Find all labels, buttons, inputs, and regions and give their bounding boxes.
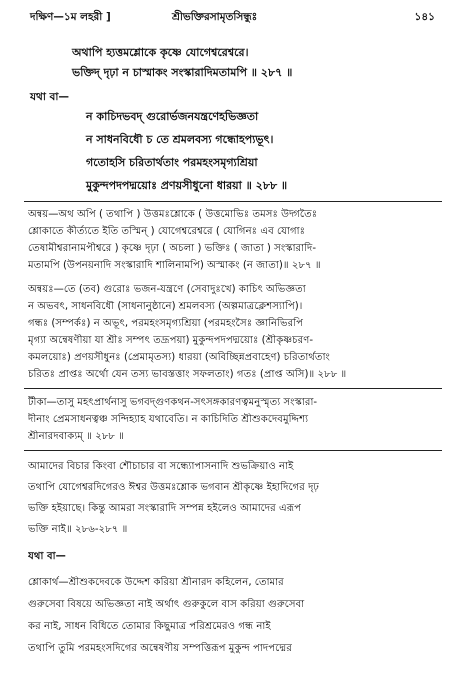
section-label: যথা বা— [28,551,66,562]
divider [24,201,442,202]
translation-line: ভক্তি হইয়াছে। কিন্তু আমরা সংস্কারাদি সম্পন্ন হইলেও আমাদের এরূপ [28,503,302,514]
anvaya-line: শ্লোকাতে কীর্ত্যতে ইতি তস্মিন্ ) যোগেশ্বরেশ্বরে ( যোগিনঃ এব যোগাঃ [28,226,306,237]
anvaya-line: গন্ধঃ (সম্পর্কঃ) ন অভূৎ, পরমহংসমৃগ্যশ্রিয়া (পরমহংসৈঃ জ্ঞানিভিরপি [28,318,303,329]
translation-line: ভক্তি নাই॥ ২৮৬-২৮৭ ॥ [28,524,128,535]
tika-line: দীনাং প্রেমসাধনত্বঞ্চ সন্দিহ্যাহ যথাবেতি। ন কাচিদিতি শ্রীশুকদেবমুদ্দিশ্য [28,414,309,425]
verse-line: অথাপি হ্যত্তমশ্লোকে কৃষ্ণে যোগেশ্বরেশ্বরে। [72,46,249,59]
verse-line: ভক্তিদ্ দৃঢ়া ন চাস্মাকং সংস্কারাদিমতামপি ॥ ২৮৭ ॥ [72,66,293,79]
chapter-label: দক্ষিণ—১ম লহরী ] [30,11,111,23]
anvaya-line: অন্বয়ঃ—তে (তব) গুরোঃ ভজন-যন্ত্রণে (সেবাদুঃখে) কাচিৎ অভিজ্ঞতা [28,284,306,295]
translation-line: আমাদের বিচার কিংবা শৌচাচার বা সন্ধ্যোপাসনাদি শুভক্রিয়াও নাই [28,461,294,472]
book-title: শ্রীভক্তিরসামৃতসিন্ধুঃ [172,11,258,23]
anvaya-line: মতামপি (উপনয়নাদি সংস্কারাদি শালিনামপি) অস্মাকং (ন জাতা)॥ ২৮৭ ॥ [28,260,321,271]
translation-line: কর নাই, সাধন বিধিতে তোমার কিছুমাত্র পরিশ্রমেরও গন্ধ নাই [28,621,271,632]
anvaya-line: চরিতঃ প্রাপ্তঃ অর্থো যেন তস্য ভাবস্তত্তাং সফলতাং) গতঃ (প্রাপ্ত অসি)॥ ২৮৮ ॥ [28,369,347,380]
anvaya-line: অন্বয়—অথ অপি ( তথাপি ) উত্তমঃশ্লোকে ( উত্তমোভিঃ তমসঃ উদ্গতৈঃ [28,209,318,220]
translation-line: শ্লোকার্থ—শ্রীশুকদেবকে উদ্দেশ করিয়া শ্রীনারদ কহিলেন, তোমার [28,577,284,588]
page-number: ১৪১ [414,11,435,23]
tika-line: শ্রীনারদবাক্যম্ ॥ ২৮৮ ॥ [28,431,125,442]
translation-line: তথাপি তুমি পরমহংসদিগের অন্বেষণীয় সম্পত্তিরূপ মুকুন্দ পাদপদ্মের [28,643,292,654]
verse-line: গতোহসি চরিতার্থতাং পরমহংসমৃগ্যশ্রিয়া [86,156,258,169]
anvaya-line: কমলয়োঃ) প্রণয়সীধুনঃ (প্রেমামৃতস্য) ধারয়া (অবিচ্ছিন্নপ্রবাহেণ) চরিতার্থতাং [28,352,330,363]
tika-line: টীকা—তাসু মহৎপ্রার্থনাসু ভগবদ্গুণকথন-সৎসঙ্গকারণত্বমনুস্মৃত্য সংস্কারা- [28,397,318,408]
divider [24,388,442,389]
anvaya-line: ন অভবৎ, সাধনবিধৌ (সাধনানুষ্ঠানে) শ্রমলবস্য (অল্পমাত্রক্লেশস্যাপি)। [28,301,303,312]
translation-line: তথাপি যোগেশ্বরদিগেরও ঈশ্বর উত্তমঃশ্লোক ভগবান শ্রীকৃষ্ণে ইহাদিগের দৃঢ় [28,482,319,493]
verse-line: ন সাধনবিধৌ চ তে শ্রমলবস্য গন্ধোহপ্যভূৎ। [86,133,274,146]
running-header [22,10,435,26]
section-label: যথা বা— [30,91,69,103]
anvaya-line: তেষামীশ্বরানামপীশ্বরে ) কৃষ্ণে দৃঢ়া ( অচলা ) ভক্তিঃ ( জাতা ) সংস্কারাদি- [28,243,317,254]
verse-line: মুকুন্দপদপদ্ময়োঃ প্রণয়সীধুনো ধারয়া ॥ ২৮৮ ॥ [86,179,288,192]
verse-line: ন কাচিদভবদ্ গুরোর্ভজনযন্ত্রণেহভিজ্ঞতা [86,110,259,123]
anvaya-line: মৃগ্যা অন্বেষণীয়া যা শ্রীঃ সম্পৎ তদ্রূপয়া) মুকুন্দপদপদ্ময়োঃ (শ্রীকৃষ্ণচরণ- [28,335,314,346]
translation-line: গুরুসেবা বিষয়ে অভিজ্ঞতা নাই অর্থাৎ গুরুকুলে বাস করিয়া গুরুসেবা [28,599,305,610]
divider [24,450,442,451]
